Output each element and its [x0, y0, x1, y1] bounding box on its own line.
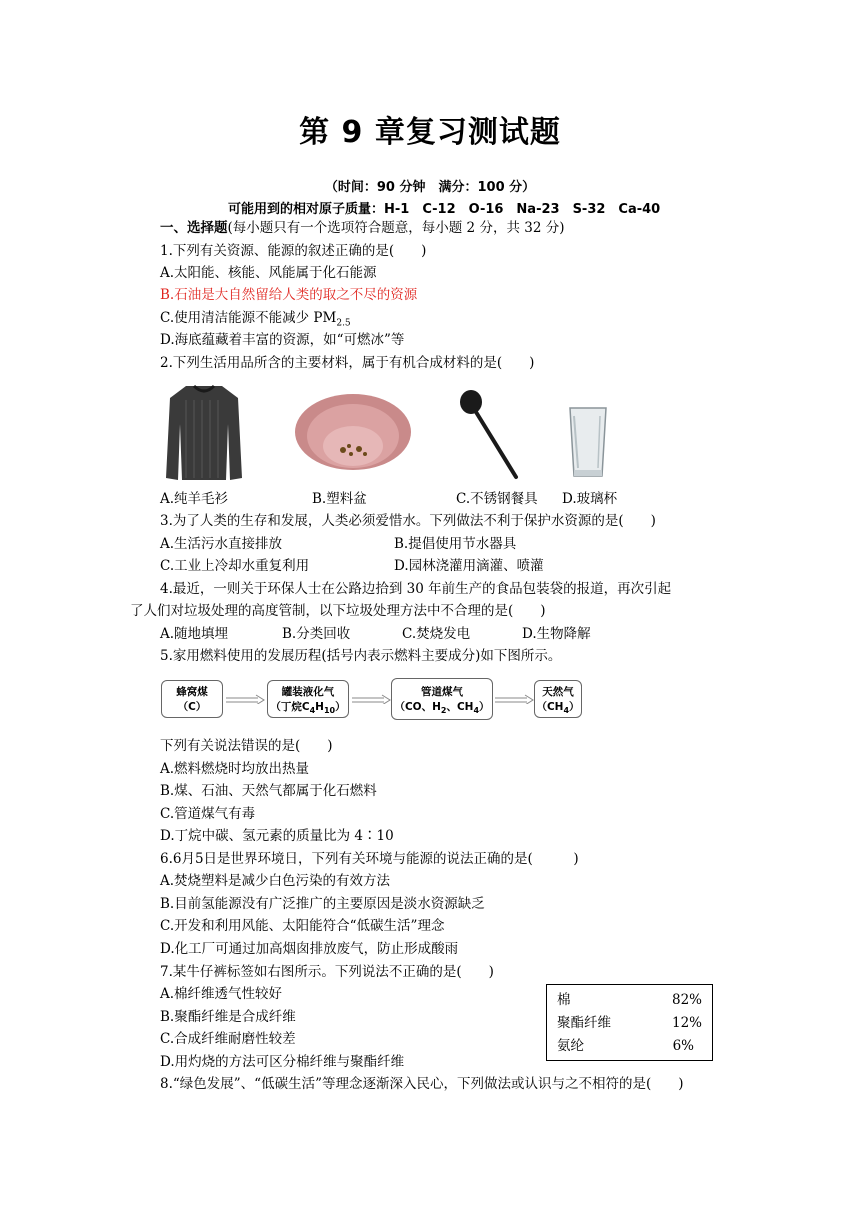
q7-option-d: D.用灼烧的方法可区分棉纤维与聚酯纤维 — [160, 1054, 405, 1070]
q6-stem: 6.6月5日是世界环境日，下列有关环境与能源的说法正确的是( ) — [160, 851, 579, 867]
q3-option-a: A.生活污水直接排放 — [160, 536, 283, 552]
flow-step-town-gas — [391, 678, 493, 720]
q4-option-a: A.随地填埋 — [160, 626, 229, 642]
atomic-masses: 可能用到的相对原子质量：H-1 C-12 O-16 Na-23 S-32 Ca-40 — [228, 202, 661, 217]
q3-option-d: D.园林浇灌用滴灌、喷灌 — [394, 558, 544, 574]
page-title: 第 9 章复习测试题 — [299, 115, 561, 150]
section-note: (每小题只有一个选项符合题意，每小题 2 分，共 32 分) — [227, 220, 565, 236]
section-heading — [160, 217, 564, 239]
q4-option-b: B.分类回收 — [282, 626, 351, 642]
q2-option-b: B.塑料盆 — [312, 491, 367, 507]
label-row-pct: 6% — [672, 1038, 694, 1054]
glass-cup-image — [568, 406, 608, 478]
label-row-pct: 12% — [671, 1015, 702, 1031]
label-row-cotton — [557, 989, 702, 1011]
flow-step-natural-gas — [534, 680, 582, 718]
label-row-pct: 82% — [671, 992, 702, 1008]
q5-lead: 下列有关说法错误的是( ) — [160, 738, 333, 754]
q4-option-d: D.生物降解 — [522, 626, 591, 642]
q2-option-c: C.不锈钢餐具 — [456, 491, 538, 507]
label-row-name: 聚酯纤维 — [557, 1015, 611, 1031]
q1-option-a: A.太阳能、核能、风能属于化石能源 — [160, 265, 377, 281]
label-row-polyester — [557, 1012, 702, 1034]
flow-arrow-2 — [352, 694, 392, 704]
wool-sweater-image — [164, 380, 244, 485]
q7-option-a: A.棉纤维透气性较好 — [160, 986, 283, 1002]
q2-option-d: D.玻璃杯 — [562, 491, 618, 507]
label-row-spandex — [557, 1035, 702, 1057]
flow-step-lpg-name: 罐装液化气 — [281, 686, 335, 698]
flow-step-natural-gas-formula: $(CH_4)$ — [536, 701, 580, 716]
flow-step-coal — [161, 680, 223, 718]
flow-step-coal-formula: （C） — [177, 701, 207, 713]
flow-arrow-3 — [495, 694, 535, 704]
q5-option-d: D.丁烷中碳、氢元素的质量比为 4∶10 — [160, 828, 394, 844]
q6-option-c: C.开发和利用风能、太阳能符合“低碳生活”理念 — [160, 918, 445, 934]
label-row-name: 氨纶 — [557, 1038, 584, 1054]
q6-option-b: B.目前氢能源没有广泛推广的主要原因是淡水资源缺乏 — [160, 896, 485, 912]
q6-option-a: A.焚烧塑料是减少白色污染的有效方法 — [160, 873, 391, 889]
q5-stem: 5.家用燃料使用的发展历程(括号内表示燃料主要成分)如下图所示。 — [160, 648, 562, 664]
q4-stem-line1: 4.最近，一则关于环保人士在公路边拾到 30 年前生产的食品包装袋的报道，再次引起 — [160, 581, 672, 597]
q2-option-a: A.纯羊毛衫 — [160, 491, 229, 507]
q1-option-c-sub: 2.5 — [336, 318, 351, 329]
time-info: （时间：90 分钟 满分：100 分） — [324, 180, 536, 195]
q5-option-a: A.燃料燃烧时均放出热量 — [160, 761, 310, 777]
q3-option-b: B.提倡使用节水器具 — [394, 536, 517, 552]
steel-ladle-image — [458, 385, 522, 481]
q3-stem: 3.为了人类的生存和发展，人类必须爱惜水。下列做法不利于保护水资源的是( ) — [160, 513, 656, 529]
q3-option-c: C.工业上冷却水重复利用 — [160, 558, 310, 574]
section-title: 一、选择题 — [160, 220, 228, 236]
q8-stem: 8.“绿色发展”、“低碳生活”等理念逐渐深入民心，下列做法或认识与之不相符的是( ) — [160, 1076, 684, 1092]
q6-option-d: D.化工厂可通过加高烟囱排放废气，防止形成酸雨 — [160, 941, 459, 957]
q7-stem: 7.某牛仔裤标签如右图所示。下列说法不正确的是( ) — [160, 964, 494, 980]
q4-option-c: C.焚烧发电 — [402, 626, 471, 642]
flow-step-town-gas-formula: （CO、$H_2$、$CH_4$） — [394, 701, 490, 716]
q1-option-b: B.石油是大自然留给人类的取之不尽的资源 — [160, 287, 418, 303]
q1-option-d: D.海底蕴藏着丰富的资源，如“可燃冰”等 — [160, 332, 405, 348]
flow-step-coal-name: 蜂窝煤 — [176, 686, 208, 698]
plastic-basin-image — [293, 392, 413, 482]
jeans-label-table — [546, 984, 713, 1061]
q7-option-c: C.合成纤维耐磨性较差 — [160, 1031, 296, 1047]
q1-option-c-text: C.使用清洁能源不能减少 PM — [160, 310, 337, 326]
q4-stem-line2: 了人们对垃圾处理的高度管制，以下垃圾处理方法中不合理的是( ) — [130, 603, 546, 619]
flow-step-natural-gas-name: 天然气 — [542, 686, 574, 698]
flow-step-lpg — [267, 680, 349, 718]
label-row-name: 棉 — [557, 992, 571, 1008]
flow-step-town-gas-name: 管道煤气 — [421, 686, 463, 698]
q5-option-b: B.煤、石油、天然气都属于化石燃料 — [160, 783, 377, 799]
flow-arrow-1 — [226, 694, 266, 704]
q7-option-b: B.聚酯纤维是合成纤维 — [160, 1009, 296, 1025]
q1-stem: 1.下列有关资源、能源的叙述正确的是( ) — [160, 243, 427, 259]
flow-step-lpg-formula: （丁烷$C_4H_{10}$） — [270, 701, 346, 716]
q2-stem: 2.下列生活用品所含的主要材料，属于有机合成材料的是( ) — [160, 355, 535, 371]
q5-option-c: C.管道煤气有毒 — [160, 806, 256, 822]
